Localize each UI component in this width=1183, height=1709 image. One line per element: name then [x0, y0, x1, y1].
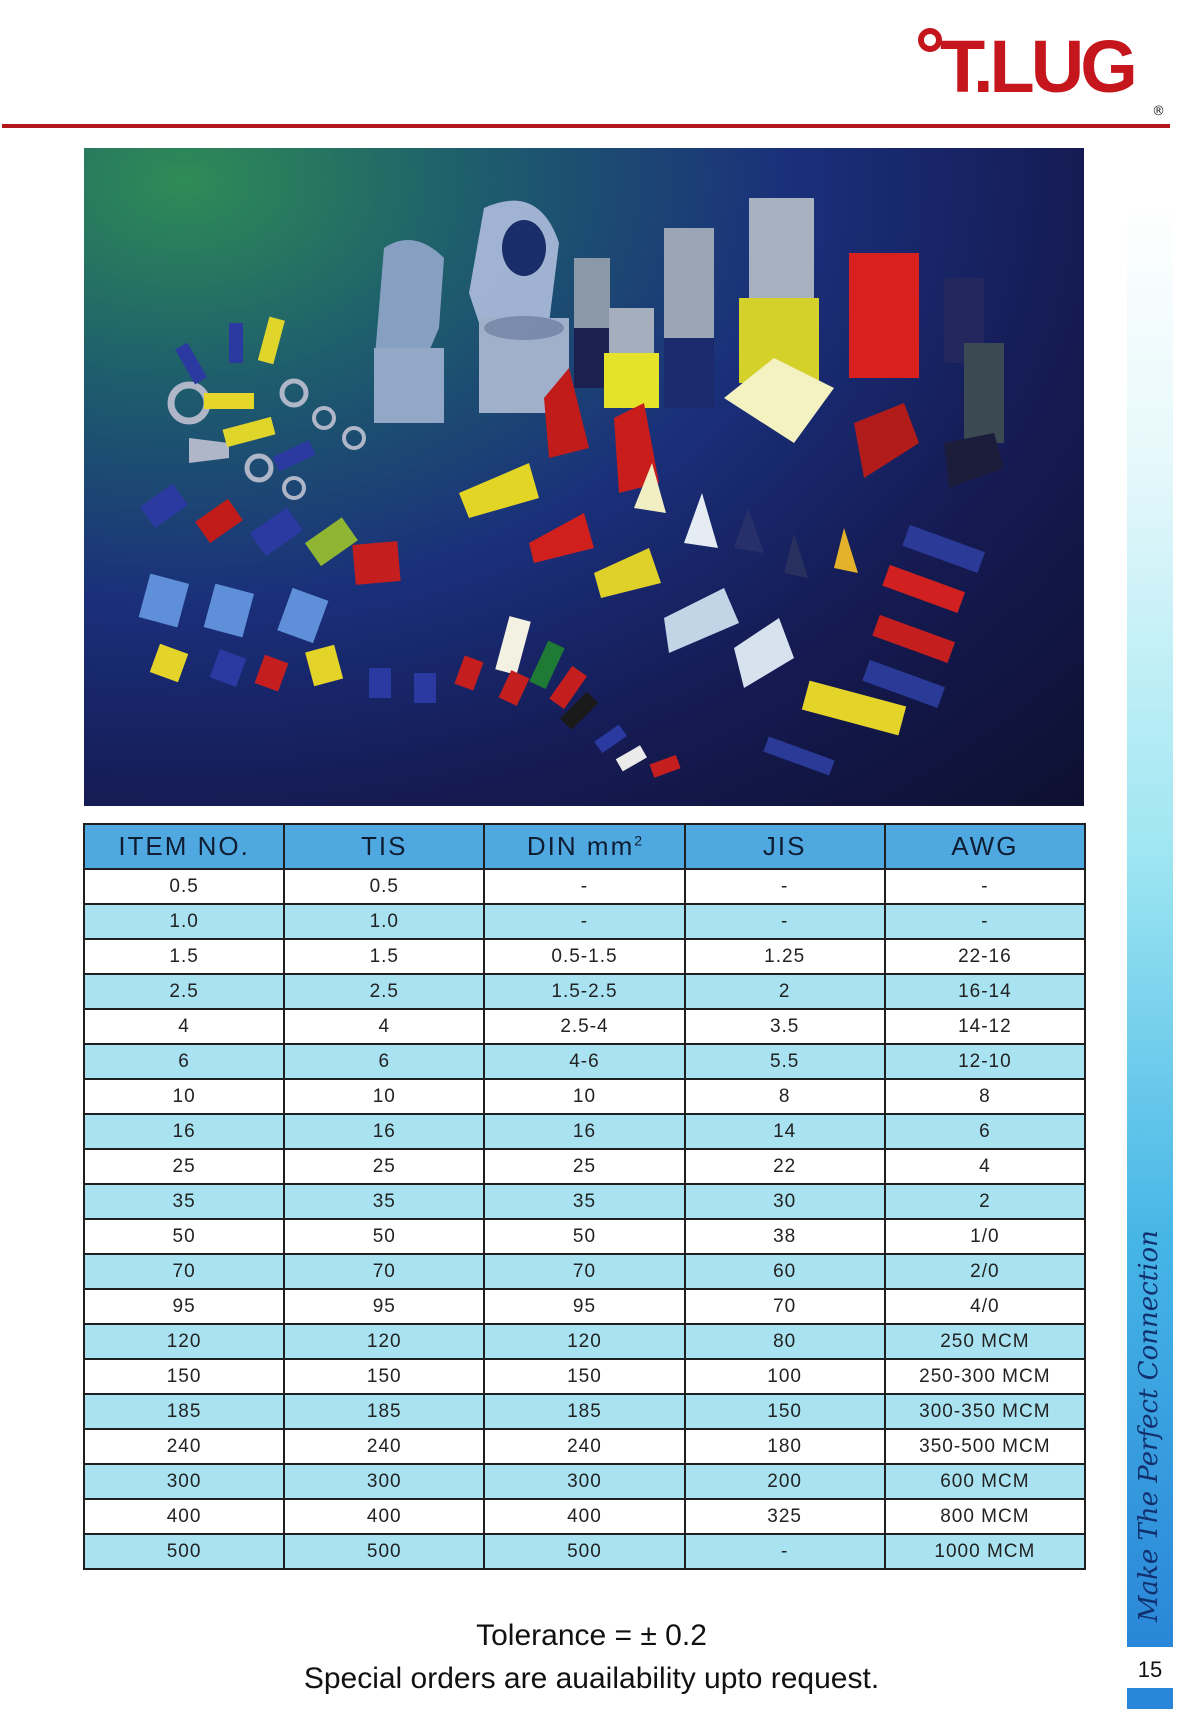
- registered-mark: ®: [1152, 104, 1165, 119]
- page-number: 15: [1137, 1657, 1163, 1682]
- cell-tis: 95: [284, 1289, 484, 1324]
- cell-jis: 14: [685, 1114, 885, 1149]
- cell-din: 50: [484, 1219, 684, 1254]
- cell-awg: 22-16: [885, 939, 1085, 974]
- cell-din: 25: [484, 1149, 684, 1184]
- cell-tis: 0.5: [284, 869, 484, 904]
- cell-item-no: 2.5: [84, 974, 284, 1009]
- table-body: [84, 869, 1085, 1569]
- din-label: DIN mm: [526, 831, 635, 861]
- table-row: [84, 1149, 1085, 1184]
- cell-tis: 240: [284, 1429, 484, 1464]
- cell-item-no: 1.5: [84, 939, 284, 974]
- table-row: [84, 1219, 1085, 1254]
- din-superscript: 2: [634, 832, 643, 849]
- cell-jis: 5.5: [685, 1044, 885, 1079]
- cell-din: 2.5-4: [484, 1009, 684, 1044]
- table-row: [84, 1499, 1085, 1534]
- table-row: [84, 1044, 1085, 1079]
- cell-awg: 250-300 MCM: [885, 1359, 1085, 1394]
- tolerance-note: Tolerance = ± 0.2: [476, 1619, 707, 1652]
- cell-jis: -: [685, 1534, 885, 1569]
- table-row: [84, 1359, 1085, 1394]
- cell-tis: 50: [284, 1219, 484, 1254]
- cell-item-no: 70: [84, 1254, 284, 1289]
- table-row: [84, 1289, 1085, 1324]
- cell-awg: 8: [885, 1079, 1085, 1114]
- cell-din: 16: [484, 1114, 684, 1149]
- column-header-jis: JIS: [685, 824, 885, 869]
- cell-din: 120: [484, 1324, 684, 1359]
- column-header-item-no: ITEM NO.: [84, 824, 284, 869]
- cell-item-no: 185: [84, 1394, 284, 1429]
- cell-din: 35: [484, 1184, 684, 1219]
- table-row: [84, 1184, 1085, 1219]
- cell-item-no: 6: [84, 1044, 284, 1079]
- cell-din: 185: [484, 1394, 684, 1429]
- cell-din: 400: [484, 1499, 684, 1534]
- cell-jis: 8: [685, 1079, 885, 1114]
- cell-item-no: 1.0: [84, 904, 284, 939]
- cell-awg: 250 MCM: [885, 1324, 1085, 1359]
- cell-din: -: [484, 904, 684, 939]
- cell-jis: 150: [685, 1394, 885, 1429]
- cell-item-no: 25: [84, 1149, 284, 1184]
- cell-awg: 4/0: [885, 1289, 1085, 1324]
- product-photo: [84, 148, 1084, 806]
- table-row: [84, 1009, 1085, 1044]
- cell-item-no: 35: [84, 1184, 284, 1219]
- cell-awg: 600 MCM: [885, 1464, 1085, 1499]
- cell-awg: 14-12: [885, 1009, 1085, 1044]
- cell-jis: 30: [685, 1184, 885, 1219]
- cell-jis: 70: [685, 1289, 885, 1324]
- cell-tis: 1.0: [284, 904, 484, 939]
- cell-tis: 1.5: [284, 939, 484, 974]
- cell-din: 240: [484, 1429, 684, 1464]
- cell-awg: 2/0: [885, 1254, 1085, 1289]
- cell-tis: 150: [284, 1359, 484, 1394]
- logo-text: T.LUG: [940, 25, 1134, 104]
- cell-item-no: 300: [84, 1464, 284, 1499]
- cell-din: 1.5-2.5: [484, 974, 684, 1009]
- cell-jis: 22: [685, 1149, 885, 1184]
- column-header-awg: AWG: [885, 824, 1085, 869]
- cell-item-no: 120: [84, 1324, 284, 1359]
- column-header-din: [484, 824, 684, 869]
- terminal-lugs-product-photo-icon: [84, 148, 1084, 806]
- cell-tis: 35: [284, 1184, 484, 1219]
- table-row: [84, 974, 1085, 1009]
- cell-tis: 300: [284, 1464, 484, 1499]
- cell-tis: 2.5: [284, 974, 484, 1009]
- cell-din: 150: [484, 1359, 684, 1394]
- cell-din: 500: [484, 1534, 684, 1569]
- cell-awg: 2: [885, 1184, 1085, 1219]
- cell-jis: -: [685, 904, 885, 939]
- cell-tis: 70: [284, 1254, 484, 1289]
- cell-awg: 1000 MCM: [885, 1534, 1085, 1569]
- cell-item-no: 16: [84, 1114, 284, 1149]
- table-row: [84, 939, 1085, 974]
- cell-item-no: 50: [84, 1219, 284, 1254]
- table-row: [84, 1464, 1085, 1499]
- cell-din: 95: [484, 1289, 684, 1324]
- cell-awg: -: [885, 904, 1085, 939]
- cell-tis: 185: [284, 1394, 484, 1429]
- cell-din: 70: [484, 1254, 684, 1289]
- cell-jis: 325: [685, 1499, 885, 1534]
- cell-din: 300: [484, 1464, 684, 1499]
- cell-awg: -: [885, 869, 1085, 904]
- cell-tis: 6: [284, 1044, 484, 1079]
- cell-tis: 25: [284, 1149, 484, 1184]
- cell-jis: 2: [685, 974, 885, 1009]
- table-row: [84, 1429, 1085, 1464]
- cell-awg: 12-10: [885, 1044, 1085, 1079]
- cell-item-no: 150: [84, 1359, 284, 1394]
- cell-awg: 1/0: [885, 1219, 1085, 1254]
- cell-awg: 300-350 MCM: [885, 1394, 1085, 1429]
- cell-item-no: 10: [84, 1079, 284, 1114]
- table-row: [84, 1254, 1085, 1289]
- cell-jis: 80: [685, 1324, 885, 1359]
- table-row: [84, 904, 1085, 939]
- cell-jis: -: [685, 869, 885, 904]
- cell-din: 10: [484, 1079, 684, 1114]
- cell-tis: 400: [284, 1499, 484, 1534]
- brand-logo: [912, 24, 1152, 104]
- spec-table: [83, 823, 1086, 1570]
- cell-item-no: 95: [84, 1289, 284, 1324]
- tlug-logo-icon: [912, 24, 1152, 104]
- special-orders-note: Special orders are auailability upto request.: [303, 1662, 880, 1695]
- cell-item-no: 400: [84, 1499, 284, 1534]
- cell-awg: 4: [885, 1149, 1085, 1184]
- cell-jis: 100: [685, 1359, 885, 1394]
- cell-item-no: 240: [84, 1429, 284, 1464]
- cell-jis: 3.5: [685, 1009, 885, 1044]
- cell-awg: 16-14: [885, 974, 1085, 1009]
- cell-tis: 4: [284, 1009, 484, 1044]
- cell-tis: 500: [284, 1534, 484, 1569]
- table-row: [84, 1394, 1085, 1429]
- header-divider: [2, 124, 1170, 128]
- cell-jis: 38: [685, 1219, 885, 1254]
- cell-item-no: 500: [84, 1534, 284, 1569]
- cell-jis: 60: [685, 1254, 885, 1289]
- cell-tis: 120: [284, 1324, 484, 1359]
- column-header-tis: TIS: [284, 824, 484, 869]
- cell-awg: 350-500 MCM: [885, 1429, 1085, 1464]
- side-tagline: Make The Perfect Connection: [1134, 1230, 1164, 1622]
- table-row: [84, 1079, 1085, 1114]
- cell-tis: 16: [284, 1114, 484, 1149]
- table-row: [84, 869, 1085, 904]
- cell-din: 0.5-1.5: [484, 939, 684, 974]
- cell-din: -: [484, 869, 684, 904]
- cell-item-no: 0.5: [84, 869, 284, 904]
- table-row: [84, 1114, 1085, 1149]
- cell-jis: 180: [685, 1429, 885, 1464]
- cell-tis: 10: [284, 1079, 484, 1114]
- table-header-row: [84, 824, 1085, 869]
- cell-jis: 200: [685, 1464, 885, 1499]
- table-row: [84, 1324, 1085, 1359]
- table-row: [84, 1534, 1085, 1569]
- cell-jis: 1.25: [685, 939, 885, 974]
- cell-awg: 6: [885, 1114, 1085, 1149]
- cell-awg: 800 MCM: [885, 1499, 1085, 1534]
- cell-din: 4-6: [484, 1044, 684, 1079]
- cell-item-no: 4: [84, 1009, 284, 1044]
